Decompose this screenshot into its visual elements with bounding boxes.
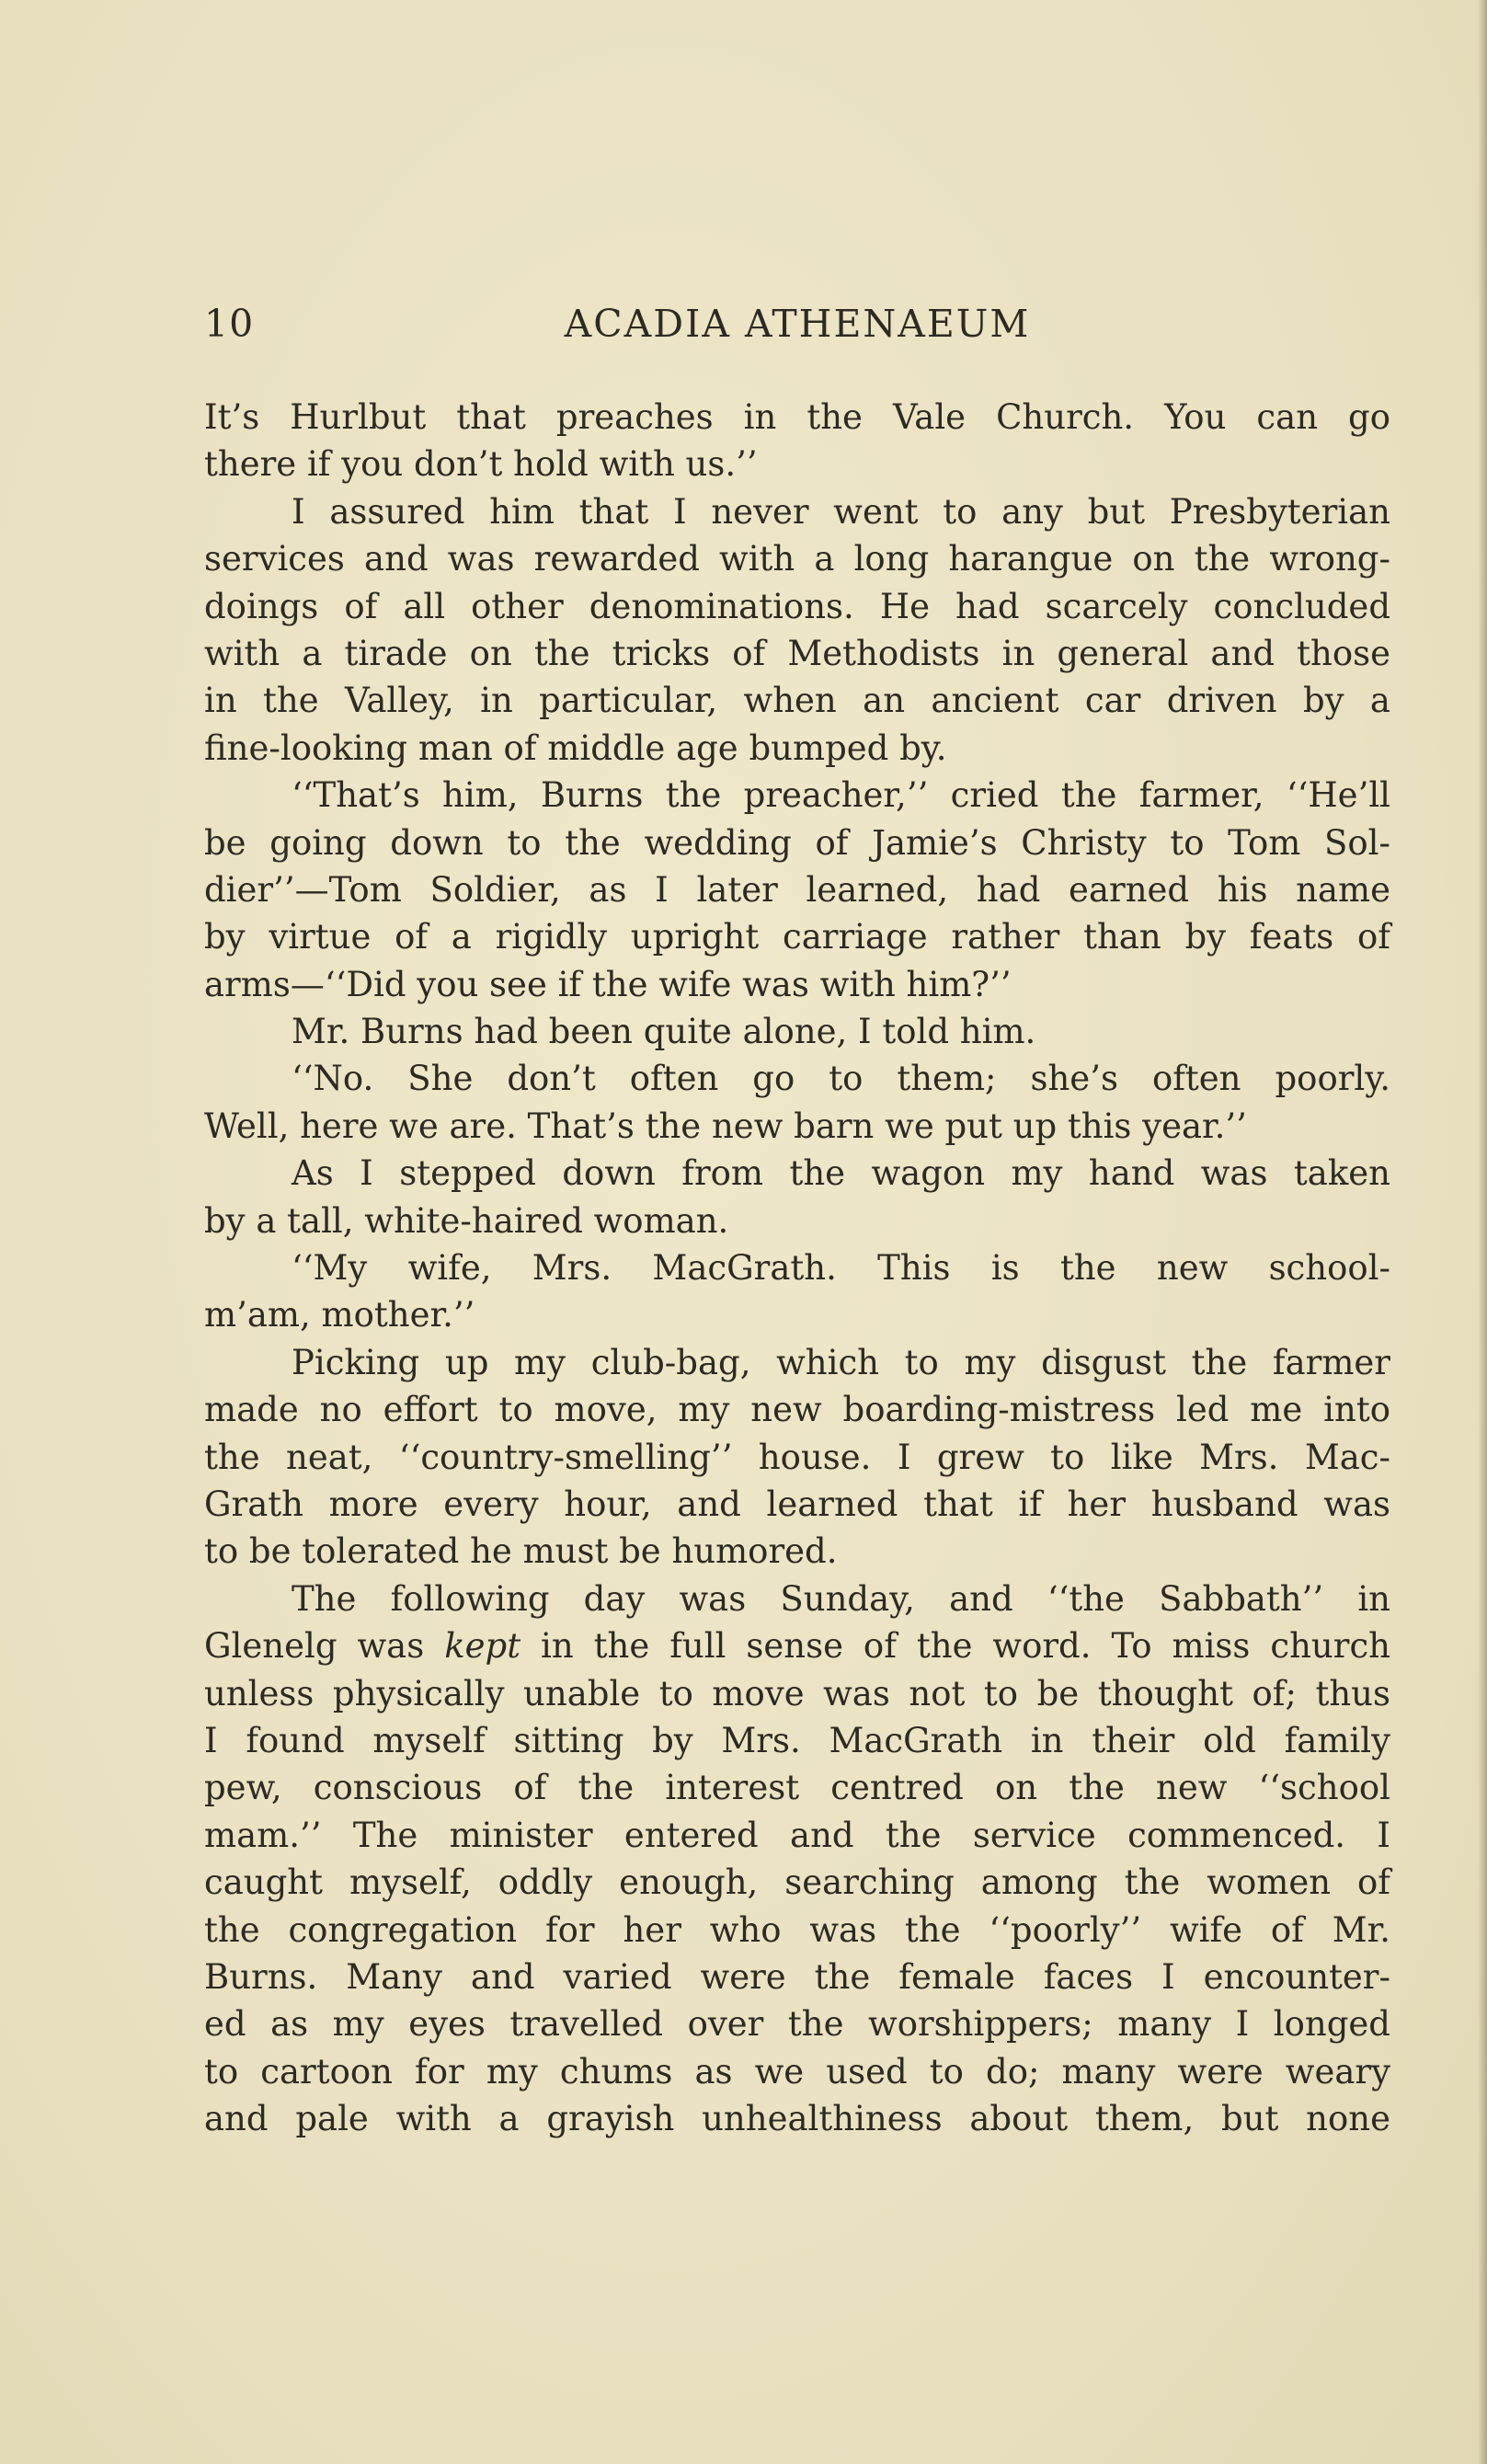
text-line: with a tirade on the tricks of Methodists in general and those — [204, 633, 1390, 673]
text-line: dier’’—Tom Soldier, as I later learned, had earned his name — [204, 869, 1390, 910]
text-line: Picking up my club-bag, which to my disgust the farmer — [292, 1342, 1390, 1382]
text-line: ‘‘No. She don’t often go to them; she’s often poorly. — [292, 1059, 1390, 1099]
text-line: The following day was Sunday, and ‘‘the Sabbath’’ in — [292, 1578, 1390, 1619]
text-line: Well, here we are. That’s the new barn we put up this year.’’ — [204, 1106, 1247, 1146]
page-number: 10 — [204, 302, 255, 346]
text-line: Grath more every hour, and learned that if her husband was — [204, 1484, 1390, 1524]
text-line: ed as my eyes travelled over the worshippers; many I longed — [204, 2004, 1390, 2045]
text-line: there if you don’t hold with us.’’ — [204, 444, 758, 485]
text-segment: in the full sense of the word. To miss church — [520, 1626, 1390, 1667]
text-line: services and was rewarded with a long harangue on the wrong- — [204, 539, 1390, 579]
text-line: m’am, mother.’’ — [204, 1295, 475, 1335]
text-line — [204, 1622, 1390, 1669]
text-line: I assured him that I never went to any but Presbyterian — [292, 491, 1390, 532]
text-line: As I stepped down from the wagon my hand was taken — [292, 1153, 1390, 1194]
text-segment: Glenelg was — [204, 1626, 445, 1667]
text-line: the congregation for her who was the ‘‘poorly’’ wife of Mr. — [204, 1909, 1390, 1950]
text-line: caught myself, oddly enough, searching among the women of — [204, 1862, 1390, 1903]
text-line: to be tolerated he must be humored. — [204, 1531, 838, 1572]
text-line: mam.’’ The minister entered and the service commenced. I — [204, 1815, 1390, 1855]
text-line: pew, conscious of the interest centred on the new ‘‘school — [204, 1768, 1390, 1808]
text-line: I found myself sitting by Mrs. MacGrath in their old family — [204, 1720, 1390, 1760]
text-line: by a tall, white-haired woman. — [204, 1200, 729, 1241]
text-line: in the Valley, in particular, when an ancient car driven by a — [204, 681, 1390, 721]
text-line: the neat, ‘‘country-smelling’’ house. I grew to like Mrs. Mac- — [204, 1437, 1390, 1477]
text-line: to cartoon for my chums as we used to do; many were weary — [204, 2051, 1390, 2092]
text-line: fine-looking man of middle age bumped by. — [204, 728, 947, 768]
text-line: doings of all other denominations. He had scarcely concluded — [204, 586, 1390, 626]
text-line: Burns. Many and varied were the female faces I encounter- — [204, 1956, 1390, 1997]
page-edge-shadow — [1478, 0, 1487, 2464]
running-head: ACADIA ATHENAEUM — [564, 302, 1031, 346]
text-line: It’s Hurlbut that preaches in the Vale Church. You can go — [204, 397, 1390, 437]
text-line: arms—‘‘Did you see if the wife was with him?’’ — [204, 964, 1012, 1004]
text-line: and pale with a grayish unhealthiness about them, but none — [204, 2099, 1390, 2139]
text-line: unless physically unable to move was not to be thought of; thus — [204, 1673, 1390, 1713]
text-line: ‘‘My wife, Mrs. MacGrath. This is the new school- — [292, 1248, 1390, 1289]
text-line: ‘‘That’s him, Burns the preacher,’’ cried the farmer, ‘‘He’ll — [292, 775, 1390, 816]
article-body — [204, 394, 1390, 2142]
text-line: Mr. Burns had been quite alone, I told him. — [292, 1012, 1036, 1052]
text-line: made no effort to move, my new boarding-mistress led me into — [204, 1390, 1390, 1430]
page-header — [204, 296, 1390, 351]
italic-word: kept — [444, 1626, 521, 1667]
text-line: by virtue of a rigidly upright carriage rather than by feats of — [204, 917, 1390, 957]
text-line: be going down to the wedding of Jamie’s Christy to Tom Sol- — [204, 822, 1390, 863]
